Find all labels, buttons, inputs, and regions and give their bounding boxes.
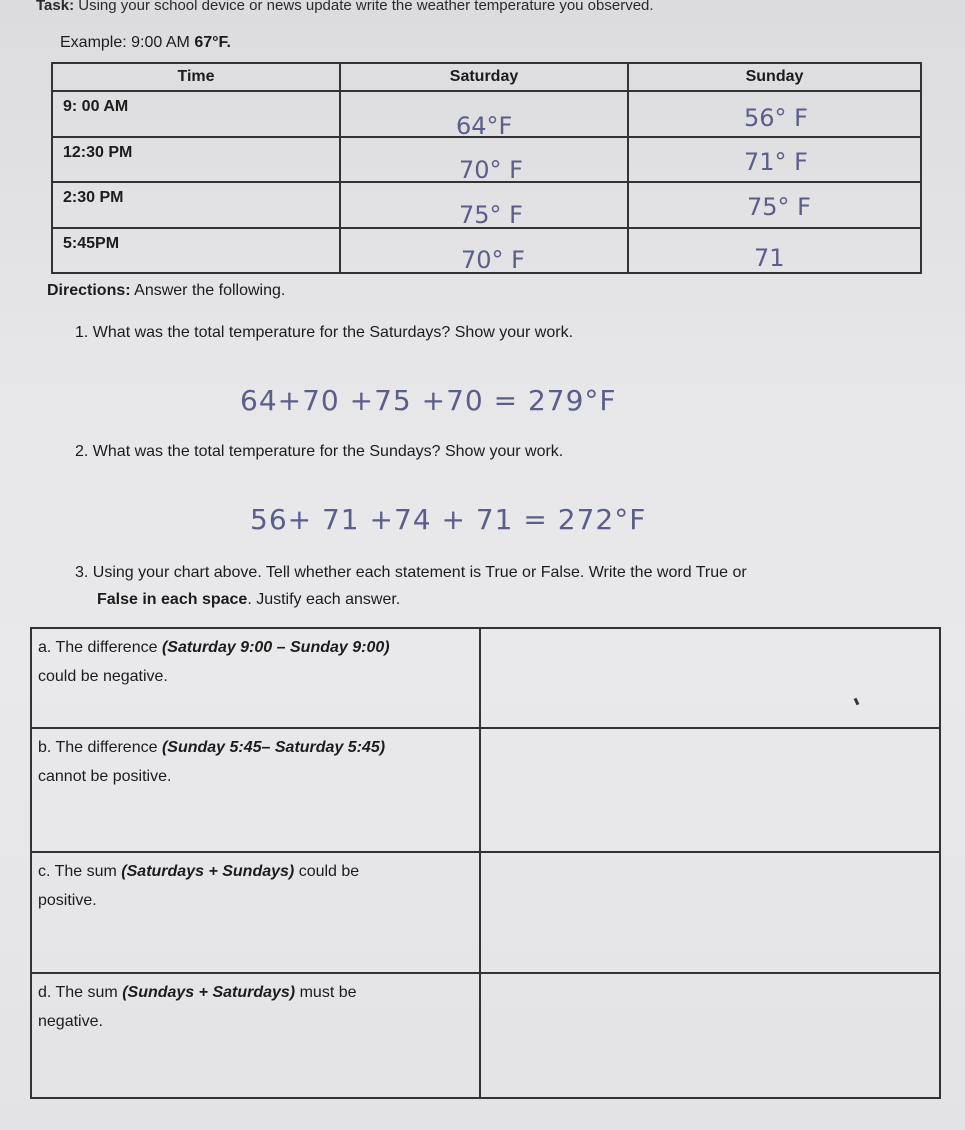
answer-cell-a[interactable] xyxy=(480,628,940,728)
table-row xyxy=(52,228,921,274)
time-cell: 2:30 PM xyxy=(52,182,340,228)
table-row xyxy=(52,182,921,228)
statement-c xyxy=(31,852,480,974)
handwritten-temp: 56° F xyxy=(744,104,808,132)
statement-b xyxy=(31,728,480,852)
example-temp: 67°F. xyxy=(194,34,231,51)
statement-text: The sum xyxy=(54,862,122,880)
answer-cell-c[interactable] xyxy=(480,852,940,974)
table-row xyxy=(31,852,940,974)
sunday-cell[interactable] xyxy=(628,137,921,183)
example-line xyxy=(60,34,231,52)
statement-expression: (Saturday 9:00 – Sunday 9:00) xyxy=(161,639,390,656)
sunday-cell[interactable] xyxy=(628,228,921,274)
sunday-cell[interactable] xyxy=(628,182,921,228)
table-row xyxy=(31,728,940,852)
example-label: Example: xyxy=(60,34,127,51)
header-saturday: Saturday xyxy=(340,63,628,91)
handwritten-temp: 71° F xyxy=(744,147,808,176)
handwritten-temp: 71 xyxy=(754,243,785,272)
question-1: 1. What was the total temperature for the Saturdays? Show your work. xyxy=(75,324,574,341)
directions-text: Answer the following. xyxy=(134,282,286,299)
saturday-cell[interactable] xyxy=(340,137,628,183)
statement-a xyxy=(31,628,480,728)
time-cell: 9: 00 AM xyxy=(52,91,340,137)
table-row xyxy=(31,973,940,1098)
sunday-cell[interactable] xyxy=(628,91,921,137)
directions-label: Directions: xyxy=(47,282,131,299)
statement-letter: d. xyxy=(38,984,52,1002)
statement-text: The difference xyxy=(55,739,162,757)
true-false-table xyxy=(30,627,941,1099)
question-3-bold: False in each space xyxy=(97,591,248,608)
directions xyxy=(47,282,285,300)
statement-letter: c. xyxy=(38,862,51,880)
statement-text: must be xyxy=(295,984,357,1002)
table-header-row xyxy=(52,63,921,91)
statement-text: could be negative. xyxy=(38,668,168,685)
statement-expression: (Saturdays + Sundays) xyxy=(121,862,295,880)
handwritten-temp: 70° F xyxy=(461,245,525,274)
answer-cell-b[interactable] xyxy=(480,728,940,852)
saturday-cell[interactable] xyxy=(340,228,628,274)
statement-expression: (Sunday 5:45– Saturday 5:45) xyxy=(161,739,386,757)
table-row xyxy=(52,137,921,183)
handwritten-temp: 64°F xyxy=(456,112,513,140)
statement-letter: a. xyxy=(38,639,52,656)
task-label: Task: xyxy=(36,0,75,14)
saturday-cell[interactable] xyxy=(340,91,628,140)
statement-text: The difference xyxy=(55,639,162,656)
handwritten-temp: 70° F xyxy=(459,155,523,184)
question-3-rest: . Justify each answer. xyxy=(247,591,401,608)
statement-text: negative. xyxy=(38,1013,103,1031)
example-time: 9:00 AM xyxy=(131,34,190,51)
header-sunday: Sunday xyxy=(628,63,921,91)
statement-text: cannot be positive. xyxy=(38,768,172,786)
task-instruction xyxy=(36,0,654,14)
statement-text: could be xyxy=(294,862,360,880)
time-cell: 12:30 PM xyxy=(52,137,340,183)
statement-d xyxy=(31,973,480,1098)
handwritten-temp: 75° F xyxy=(459,201,523,229)
header-time: Time xyxy=(52,63,340,91)
table-row xyxy=(31,628,940,728)
question-2-answer[interactable]: 56+ 71 +74 + 71 = 272°F xyxy=(250,503,647,536)
statement-text: The sum xyxy=(55,984,123,1002)
saturday-cell[interactable] xyxy=(340,182,628,228)
statement-text: positive. xyxy=(38,891,97,909)
answer-cell-d[interactable] xyxy=(480,973,940,1098)
handwritten-temp: 75° F xyxy=(747,193,811,221)
temperature-table xyxy=(51,62,922,274)
statement-expression: (Sundays + Saturdays) xyxy=(122,984,296,1002)
question-3: 3. Using your chart above. Tell whether each statement is True or False. Write the word True or xyxy=(75,564,747,581)
table-row xyxy=(52,91,921,137)
question-1-answer[interactable]: 64+70 +75 +70 = 279°F xyxy=(240,384,617,417)
question-3-continued xyxy=(97,591,400,609)
question-2: 2. What was the total temperature for the Sundays? Show your work. xyxy=(75,443,564,460)
task-text: Using your school device or news update write the weather temperature you observed. xyxy=(78,0,654,14)
statement-letter: b. xyxy=(38,739,52,757)
time-cell: 5:45PM xyxy=(52,228,340,274)
